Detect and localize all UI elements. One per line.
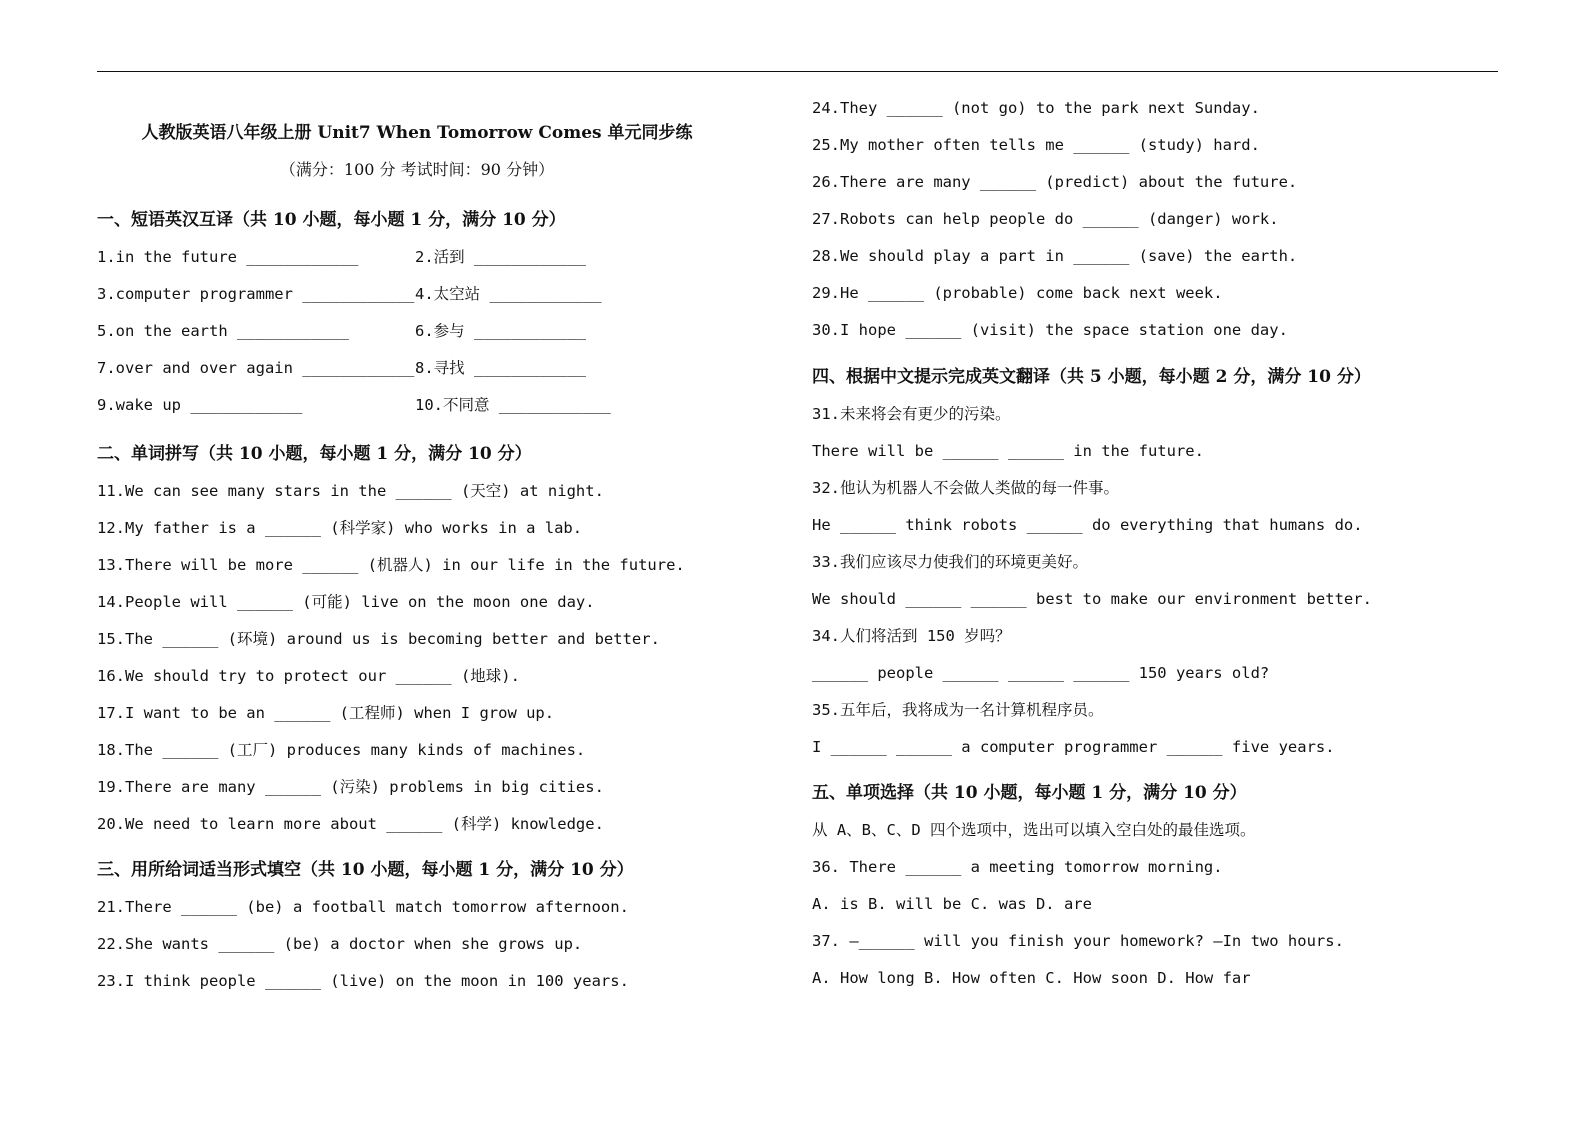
phrase-item-6: 6.参与 ____________ <box>415 322 586 340</box>
section5-instruction: 从 A、B、C、D 四个选项中，选出可以填入空白处的最佳选项。 <box>812 821 1256 839</box>
question-14: 14.People will ______ (可能) live on the moon one day. <box>97 593 595 611</box>
question-36: 36. There ______ a meeting tomorrow morning. <box>812 858 1223 876</box>
question-31-prompt: 31.未来将会有更少的污染。 <box>812 405 1011 423</box>
question-13: 13.There will be more ______ (机器人) in our life in the future. <box>97 556 685 574</box>
question-32-answer: He ______ think robots ______ do everything that humans do. <box>812 516 1363 534</box>
question-28: 28.We should play a part in ______ (save) the earth. <box>812 247 1298 265</box>
phrase-item-3: 3.computer programmer ____________ <box>97 285 415 303</box>
question-30: 30.I hope ______ (visit) the space station one day. <box>812 321 1288 339</box>
question-35-prompt: 35.五年后，我将成为一名计算机程序员。 <box>812 701 1104 719</box>
section1-heading: 一、短语英汉互译（共 10 小题，每小题 1 分，满分 10 分） <box>97 210 566 230</box>
question-12: 12.My father is a ______ (科学家) who works in a lab. <box>97 519 583 537</box>
question-15: 15.The ______ (环境) around us is becoming better and better. <box>97 630 660 648</box>
page-subtitle: （满分：100 分 考试时间：90 分钟） <box>279 160 555 179</box>
question-32-prompt: 32.他认为机器人不会做人类做的每一件事。 <box>812 479 1119 497</box>
question-24: 24.They ______ (not go) to the park next Sunday. <box>812 99 1260 117</box>
section4-heading: 四、根据中文提示完成英文翻译（共 5 小题，每小题 2 分，满分 10 分） <box>812 367 1371 387</box>
question-34-answer: ______ people ______ ______ ______ 150 years old? <box>812 664 1270 682</box>
question-18: 18.The ______ (工厂) produces many kinds of machines. <box>97 741 586 759</box>
section2-heading: 二、单词拼写（共 10 小题，每小题 1 分，满分 10 分） <box>97 444 532 464</box>
question-37: 37. —______ will you finish your homework? —In two hours. <box>812 932 1344 950</box>
section5-heading: 五、单项选择（共 10 小题，每小题 1 分，满分 10 分） <box>812 783 1247 803</box>
phrase-item-9: 9.wake up ____________ <box>97 396 303 414</box>
phrase-item-5: 5.on the earth ____________ <box>97 322 349 340</box>
phrase-item-7: 7.over and over again ____________ <box>97 359 415 377</box>
question-17: 17.I want to be an ______ (工程师) when I grow up. <box>97 704 555 722</box>
question-33-prompt: 33.我们应该尽力使我们的环境更美好。 <box>812 553 1088 571</box>
phrase-item-1: 1.in the future ____________ <box>97 248 359 266</box>
question-19: 19.There are many ______ (污染) problems in big cities. <box>97 778 604 796</box>
question-33-answer: We should ______ ______ best to make our environment better. <box>812 590 1372 608</box>
phrase-item-10: 10.不同意 ____________ <box>415 396 611 414</box>
page-title: 人教版英语八年级上册 Unit7 When Tomorrow Comes 单元同步练 <box>141 123 693 143</box>
question-16: 16.We should try to protect our ______ (地球). <box>97 667 520 685</box>
question-11: 11.We can see many stars in the ______ (天空) at night. <box>97 482 604 500</box>
question-29: 29.He ______ (probable) come back next week. <box>812 284 1223 302</box>
question-22: 22.She wants ______ (be) a doctor when she grows up. <box>97 935 583 953</box>
question-34-prompt: 34.人们将活到 150 岁吗？ <box>812 627 1011 645</box>
question-31-answer: There will be ______ ______ in the future. <box>812 442 1204 460</box>
section3-heading: 三、用所给词适当形式填空（共 10 小题，每小题 1 分，满分 10 分） <box>97 860 634 880</box>
question-23: 23.I think people ______ (live) on the moon in 100 years. <box>97 972 629 990</box>
question-21: 21.There ______ (be) a football match tomorrow afternoon. <box>97 898 629 916</box>
question-25: 25.My mother often tells me ______ (study) hard. <box>812 136 1260 154</box>
top-rule <box>97 71 1498 72</box>
phrase-item-4: 4.太空站 ____________ <box>415 285 602 303</box>
question-20: 20.We need to learn more about ______ (科学) knowledge. <box>97 815 604 833</box>
question-37-options: A. How long B. How often C. How soon D. How far <box>812 969 1251 987</box>
question-35-answer: I ______ ______ a computer programmer ______ five years. <box>812 738 1335 756</box>
phrase-item-2: 2.活到 ____________ <box>415 248 586 266</box>
question-26: 26.There are many ______ (predict) about the future. <box>812 173 1298 191</box>
phrase-item-8: 8.寻找 ____________ <box>415 359 586 377</box>
question-36-options: A. is B. will be C. was D. are <box>812 895 1092 913</box>
question-27: 27.Robots can help people do ______ (danger) work. <box>812 210 1279 228</box>
